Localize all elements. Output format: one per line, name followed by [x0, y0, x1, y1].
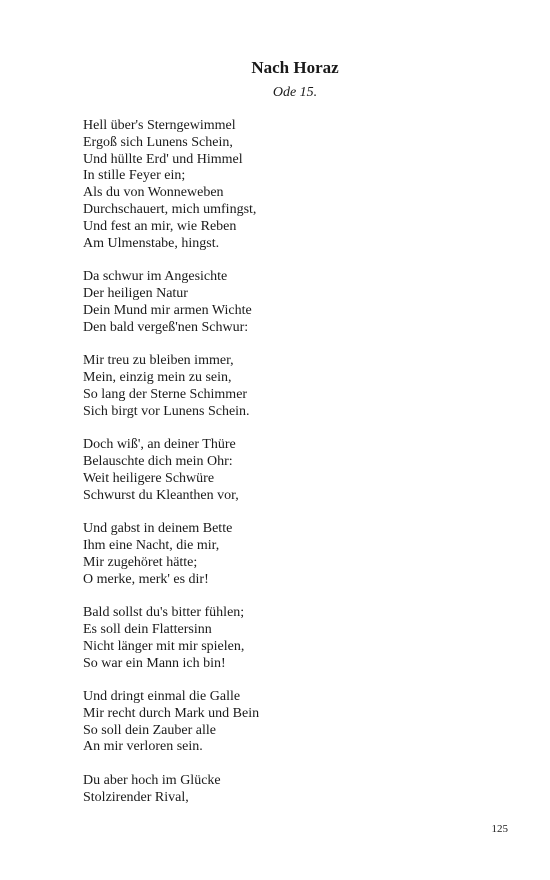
poem-line: Du aber hoch im Glücke [83, 773, 221, 789]
poem-line: So war ein Mann ich bin! [83, 655, 226, 671]
poem-subtitle: Ode 15. [272, 85, 318, 100]
poem-line: Ihm eine Nacht, die mir, [83, 537, 220, 553]
poem-line: Und hüllte Erd' und Himmel [83, 151, 243, 167]
poem-line: O merke, merk' es dir! [83, 571, 209, 587]
poem-line: Der heiligen Natur [83, 285, 188, 301]
poem-line: Durchschauert, mich umfingst, [83, 201, 257, 217]
poem-line: Mir zugehöret hätte; [83, 554, 198, 570]
poem-line: Hell über's Sterngewimmel [83, 118, 236, 133]
poem-line: Doch wiß', an deiner Thüre [83, 437, 236, 453]
poem-line: Schwurst du Kleanthen vor, [83, 487, 239, 503]
stanza-3 [83, 353, 503, 420]
poem-line: Nicht länger mit mir spielen, [83, 638, 245, 654]
poem-line: Da schwur im Angesichte [83, 269, 228, 285]
poem-line: Weit heiligere Schwüre [83, 470, 215, 486]
poem-line: Ergoß sich Lunens Schein, [83, 134, 233, 150]
poem-line: Sich birgt vor Lunens Schein. [83, 403, 250, 419]
poem-line: Den bald vergeß'nen Schwur: [83, 319, 249, 335]
poem-line: Es soll dein Flattersinn [83, 621, 212, 637]
poem-line: Am Ulmenstabe, hingst. [83, 235, 220, 251]
poem-line: Mein, einzig mein zu sein, [83, 369, 232, 385]
poem-line: An mir verloren sein. [83, 739, 203, 755]
poem-line: Und fest an mir, wie Reben [83, 218, 237, 234]
poem-title: Nach Horaz [251, 58, 339, 77]
page-number: 125 [491, 823, 508, 835]
poem-line: Stolzirender Rival, [83, 789, 189, 805]
stanza-8 [83, 773, 503, 807]
poem-body [83, 118, 503, 823]
poem-line: Mir treu zu bleiben immer, [83, 353, 234, 369]
poem-line: Mir recht durch Mark und Bein [83, 705, 260, 721]
poem-line: Belauschte dich mein Ohr: [83, 453, 233, 469]
poem-line: Und gabst in deinem Bette [83, 521, 233, 537]
poem-line: Als du von Wonneweben [83, 185, 224, 201]
stanza-1 [83, 118, 503, 252]
poem-line: So soll dein Zauber alle [83, 722, 216, 738]
stanza-7 [83, 689, 503, 756]
stanza-2 [83, 269, 503, 336]
poem-line: Bald sollst du's bitter fühlen; [83, 605, 245, 621]
poem-line: So lang der Sterne Schimmer [83, 386, 248, 402]
stanza-6 [83, 605, 503, 672]
stanza-5 [83, 521, 503, 588]
stanza-4 [83, 437, 503, 504]
poem-line: Dein Mund mir armen Wichte [83, 302, 252, 318]
poem-line: Und dringt einmal die Galle [83, 689, 241, 705]
poem-line: In stille Feyer ein; [83, 168, 186, 184]
